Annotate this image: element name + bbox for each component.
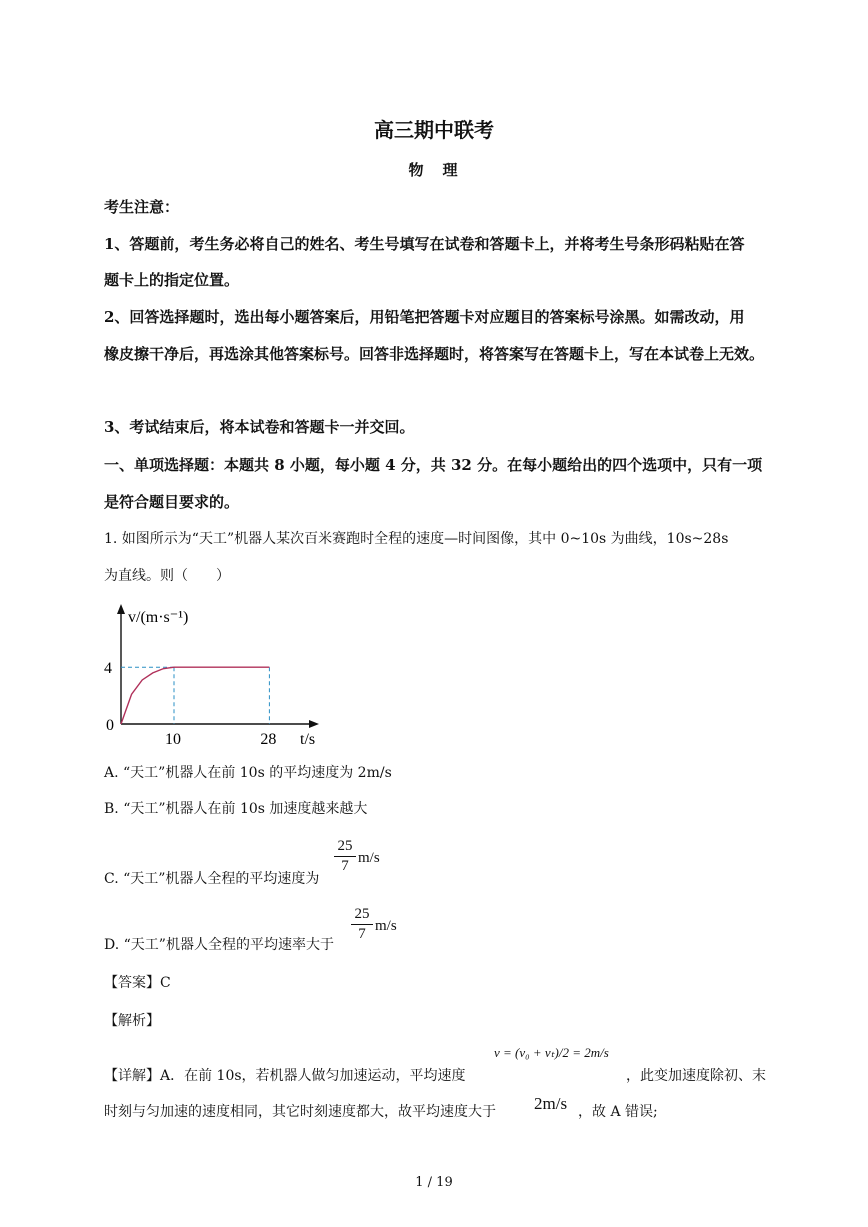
fraction-numerator: 25 (337, 838, 353, 854)
option-d-unit: m/s (375, 918, 397, 934)
option-c-fraction (334, 838, 356, 875)
fraction-denominator: 7 (358, 926, 366, 942)
option-c: C. “天工”机器人全程的平均速度为 (104, 871, 320, 887)
option-c-unit: m/s (358, 850, 380, 866)
analysis-heading: 【解析】 (104, 1013, 160, 1029)
notice-heading: 考生注意： (104, 198, 180, 216)
series-curve-0-10s (121, 667, 174, 724)
y-axis-label: v/(m·s⁻¹) (128, 609, 189, 626)
exam-title: 高三期中联考 (374, 118, 494, 142)
subject-title: 物 理 (408, 161, 460, 179)
notice-item-1-line-2: 题卡上的指定位置。 (104, 271, 240, 289)
page-number: 1 / 19 (415, 1175, 453, 1190)
section-heading-line-1: 一、单项选择题：本题共 8 小题，每小题 4 分，共 32 分。在每小题给出的四个选项中，只有一项 (104, 456, 763, 474)
option-d-fraction (351, 906, 373, 943)
detail-line-1-prefix: 【详解】A．在前 10s，若机器人做匀加速运动，平均速度 (104, 1068, 466, 1084)
notice-item-3: 3、考试结束后，将本试卷和答题卡一并交回。 (104, 418, 415, 436)
origin-label: 0 (106, 717, 114, 734)
notice-item-2-line-1: 2、回答选择题时，选出每小题答案后，用铅笔把答题卡对应题目的答案标号涂黑。如需改动，用 (104, 308, 745, 326)
fraction-denominator: 7 (341, 858, 349, 874)
fraction-bar (334, 856, 356, 857)
question-1-stem-line-1: 1. 如图所示为“天工”机器人某次百米赛跑时全程的速度—时间图像，其中 0~10s 为曲线，10s~28s (104, 531, 729, 547)
fraction-bar (351, 924, 373, 925)
notice-item-1-line-1: 1、答题前，考生务必将自己的姓名、考生号填写在试卷和答题卡上，并将考生号条形码粘贴在答 (104, 235, 745, 253)
x-axis-arrow (309, 720, 319, 728)
y-axis-arrow (117, 604, 125, 614)
detail-line-2-value: 2m/s (534, 1094, 568, 1113)
notice-item-2-line-2: 橡皮擦干净后，再选涂其他答案标号。回答非选择题时，将答案写在答题卡上，写在本试卷上无效。 (104, 345, 765, 363)
section-heading-line-2: 是符合题目要求的。 (104, 493, 240, 511)
detail-formula: v = (v₀ + vₜ)/2 = 2m/s (494, 1045, 609, 1060)
option-d: D. “天工”机器人全程的平均速率大于 (104, 937, 334, 953)
x-axis-label: t/s (300, 731, 316, 748)
option-a: A. “天工”机器人在前 10s 的平均速度为 2m/s (104, 765, 392, 781)
x-tick-label: 28 (260, 731, 277, 748)
detail-line-2-prefix: 时刻与匀加速的速度相同，其它时刻速度都大，故平均速度大于 (104, 1104, 496, 1120)
answer-line: 【答案】C (104, 975, 171, 991)
question-1-stem-line-2: 为直线。则（ ） (104, 568, 230, 584)
detail-line-1-suffix: ，此变加速度除初、末 (626, 1068, 766, 1084)
velocity-time-chart (100, 600, 330, 750)
fraction-numerator: 25 (354, 906, 370, 922)
x-tick-label: 10 (165, 731, 181, 748)
option-b: B. “天工”机器人在前 10s 加速度越来越大 (104, 801, 368, 817)
y-tick-label: 4 (104, 660, 112, 678)
detail-line-2-suffix: ，故 A 错误; (578, 1104, 658, 1120)
